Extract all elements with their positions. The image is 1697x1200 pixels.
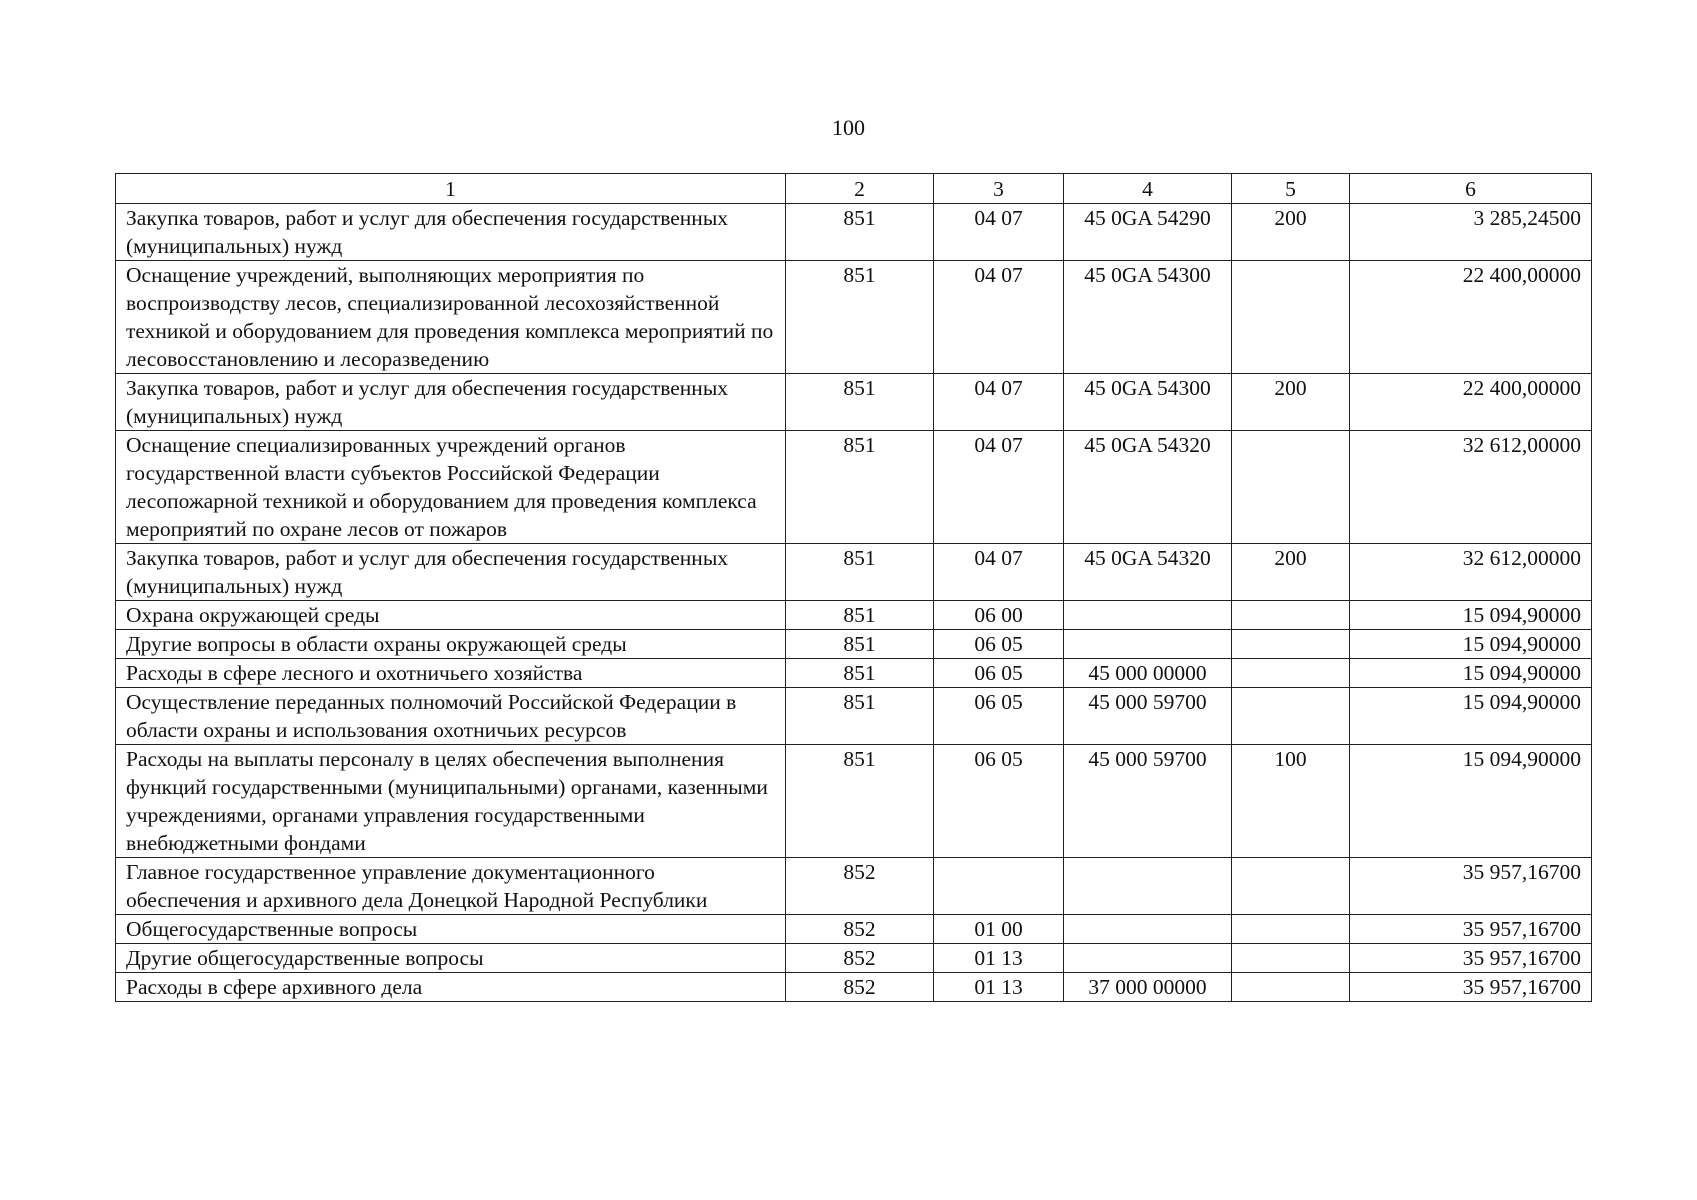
row-target-article: 45 0GA 54290 — [1064, 204, 1232, 261]
row-section-code: 01 13 — [934, 973, 1064, 1002]
row-expense-type: 200 — [1232, 204, 1350, 261]
row-name: Закупка товаров, работ и услуг для обеспечения государственных (муниципальных) нужд — [116, 544, 786, 601]
table-row — [116, 374, 1592, 431]
row-section-code: 06 05 — [934, 630, 1064, 659]
column-header-3: 3 — [934, 174, 1064, 204]
row-section-code: 04 07 — [934, 261, 1064, 374]
row-department-code: 852 — [786, 973, 934, 1002]
row-department-code: 851 — [786, 601, 934, 630]
row-amount: 35 957,16700 — [1350, 915, 1592, 944]
row-target-article: 45 000 00000 — [1064, 659, 1232, 688]
row-target-article: 45 000 59700 — [1064, 688, 1232, 745]
table-row — [116, 601, 1592, 630]
row-expense-type — [1232, 261, 1350, 374]
table-row — [116, 915, 1592, 944]
row-target-article — [1064, 601, 1232, 630]
row-amount: 15 094,90000 — [1350, 630, 1592, 659]
row-name: Оснащение учреждений, выполняющих мероприятия по воспроизводству лесов, специализированной лесохозяйственной техникой и оборудованием для проведения комплекса мероприятий по лесовосстановлению и лесоразведению — [116, 261, 786, 374]
row-name: Закупка товаров, работ и услуг для обеспечения государственных (муниципальных) нужд — [116, 204, 786, 261]
table-row — [116, 688, 1592, 745]
row-amount: 32 612,00000 — [1350, 431, 1592, 544]
row-expense-type: 200 — [1232, 374, 1350, 431]
row-amount: 15 094,90000 — [1350, 688, 1592, 745]
row-amount: 35 957,16700 — [1350, 973, 1592, 1002]
row-department-code: 851 — [786, 431, 934, 544]
row-name: Оснащение специализированных учреждений органов государственной власти субъектов Российской Федерации лесопожарной техникой и оборудованием для проведения комплекса мероприятий по охране лесов от пожаров — [116, 431, 786, 544]
row-section-code: 01 13 — [934, 944, 1064, 973]
row-expense-type — [1232, 944, 1350, 973]
row-department-code: 852 — [786, 915, 934, 944]
row-expense-type: 200 — [1232, 544, 1350, 601]
row-amount: 22 400,00000 — [1350, 261, 1592, 374]
row-amount: 15 094,90000 — [1350, 659, 1592, 688]
row-expense-type — [1232, 858, 1350, 915]
row-amount: 15 094,90000 — [1350, 745, 1592, 858]
row-section-code: 06 05 — [934, 688, 1064, 745]
row-section-code: 06 05 — [934, 659, 1064, 688]
row-target-article — [1064, 630, 1232, 659]
row-section-code: 06 00 — [934, 601, 1064, 630]
table-row — [116, 944, 1592, 973]
row-target-article: 45 0GA 54300 — [1064, 374, 1232, 431]
row-target-article: 45 000 59700 — [1064, 745, 1232, 858]
row-department-code: 851 — [786, 630, 934, 659]
table-row — [116, 261, 1592, 374]
column-header-2: 2 — [786, 174, 934, 204]
row-name: Общегосударственные вопросы — [116, 915, 786, 944]
row-amount: 3 285,24500 — [1350, 204, 1592, 261]
column-header-4: 4 — [1064, 174, 1232, 204]
row-section-code: 04 07 — [934, 204, 1064, 261]
row-amount: 32 612,00000 — [1350, 544, 1592, 601]
column-header-1: 1 — [116, 174, 786, 204]
row-expense-type — [1232, 630, 1350, 659]
budget-table — [115, 173, 1592, 1002]
row-name: Расходы на выплаты персоналу в целях обеспечения выполнения функций государственными (муниципальными) органами, казенными учреждениями, органами управления государственными внебюджетными фондами — [116, 745, 786, 858]
row-section-code — [934, 858, 1064, 915]
row-name: Другие вопросы в области охраны окружающей среды — [116, 630, 786, 659]
row-target-article — [1064, 915, 1232, 944]
page-number: 100 — [832, 115, 865, 140]
row-department-code: 851 — [786, 374, 934, 431]
row-expense-type: 100 — [1232, 745, 1350, 858]
row-target-article — [1064, 858, 1232, 915]
table-row — [116, 204, 1592, 261]
row-section-code: 06 05 — [934, 745, 1064, 858]
row-amount: 35 957,16700 — [1350, 944, 1592, 973]
row-department-code: 852 — [786, 858, 934, 915]
row-department-code: 852 — [786, 944, 934, 973]
row-department-code: 851 — [786, 261, 934, 374]
row-target-article: 45 0GA 54300 — [1064, 261, 1232, 374]
row-department-code: 851 — [786, 688, 934, 745]
row-section-code: 04 07 — [934, 431, 1064, 544]
row-name: Осуществление переданных полномочий Российской Федерации в области охраны и использования охотничьих ресурсов — [116, 688, 786, 745]
table-row — [116, 431, 1592, 544]
column-header-5: 5 — [1232, 174, 1350, 204]
row-department-code: 851 — [786, 544, 934, 601]
row-name: Расходы в сфере архивного дела — [116, 973, 786, 1002]
table-row — [116, 745, 1592, 858]
table-row — [116, 858, 1592, 915]
row-target-article: 45 0GA 54320 — [1064, 431, 1232, 544]
row-target-article: 37 000 00000 — [1064, 973, 1232, 1002]
row-name: Расходы в сфере лесного и охотничьего хозяйства — [116, 659, 786, 688]
row-amount: 15 094,90000 — [1350, 601, 1592, 630]
row-expense-type — [1232, 431, 1350, 544]
row-section-code: 04 07 — [934, 544, 1064, 601]
row-name: Закупка товаров, работ и услуг для обеспечения государственных (муниципальных) нужд — [116, 374, 786, 431]
table-row — [116, 659, 1592, 688]
row-target-article: 45 0GA 54320 — [1064, 544, 1232, 601]
table-row — [116, 544, 1592, 601]
row-amount: 22 400,00000 — [1350, 374, 1592, 431]
row-expense-type — [1232, 601, 1350, 630]
row-name: Главное государственное управление документационного обеспечения и архивного дела Донецкой Народной Республики — [116, 858, 786, 915]
table-row — [116, 973, 1592, 1002]
row-expense-type — [1232, 915, 1350, 944]
row-expense-type — [1232, 973, 1350, 1002]
row-section-code: 01 00 — [934, 915, 1064, 944]
row-expense-type — [1232, 688, 1350, 745]
row-name: Другие общегосударственные вопросы — [116, 944, 786, 973]
row-expense-type — [1232, 659, 1350, 688]
row-target-article — [1064, 944, 1232, 973]
row-department-code: 851 — [786, 659, 934, 688]
column-header-6: 6 — [1350, 174, 1592, 204]
row-amount: 35 957,16700 — [1350, 858, 1592, 915]
row-section-code: 04 07 — [934, 374, 1064, 431]
table-row — [116, 630, 1592, 659]
header-row — [116, 174, 1592, 204]
row-department-code: 851 — [786, 204, 934, 261]
row-name: Охрана окружающей среды — [116, 601, 786, 630]
row-department-code: 851 — [786, 745, 934, 858]
